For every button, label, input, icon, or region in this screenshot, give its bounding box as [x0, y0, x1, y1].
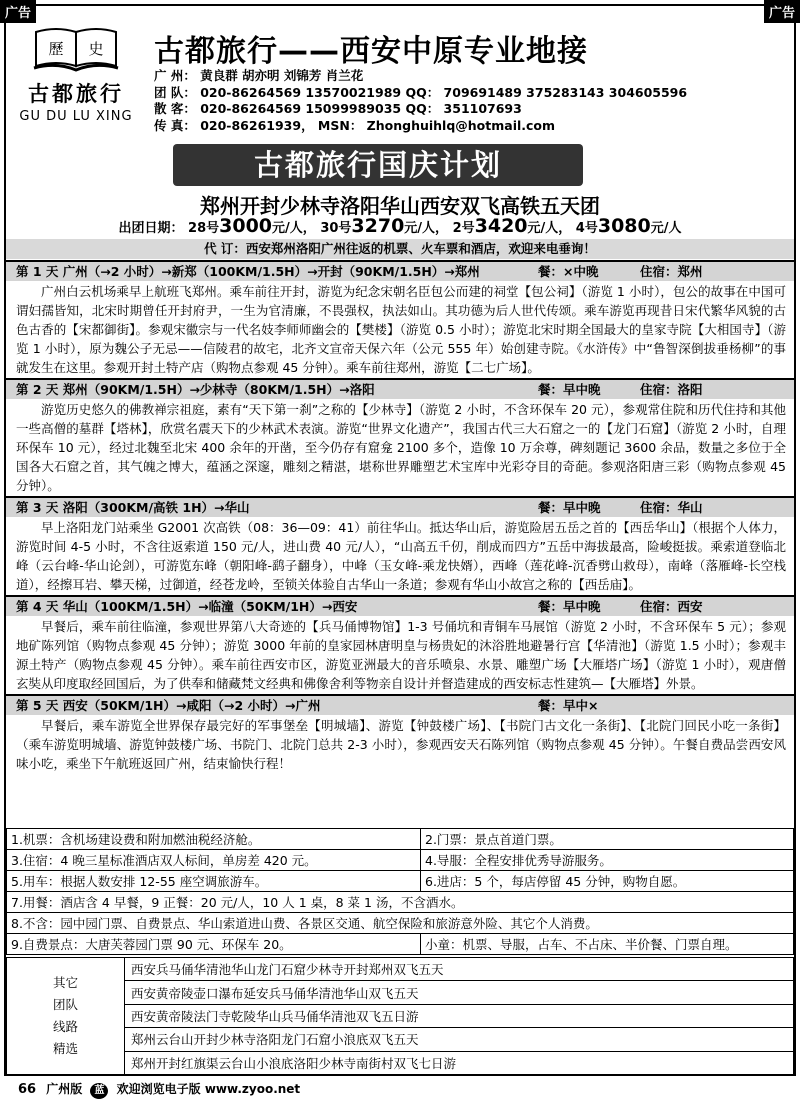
route-item: 西安黄帝陵法门寺乾陵华山兵马俑华清池双飞五日游 [125, 1004, 794, 1027]
day-description: 早上洛阳龙门站乘坐 G2001 次高铁（08：36—09：41）前往华山。抵达华山后，游览险居五岳之首的【西岳华山】（根据个人体力，游览时间 4-5 小时，不含往返索道 150 元/人，进山费 40 元/人），“山高五千仞，削成而四方”五岳中海拔最高，险峻挺拔。乘索道登临北峰（云台峰-华山论剑），可游览东峰（朝阳峰-鹞子翻身），中峰（玉女峰-乘龙快婿），西峰（莲花峰-沉香劈山救母），南峰（落雁峰-长空栈道），经擦耳岩、攀天梯，过御道，经苍龙岭，至锁关体验自古华山一条道；参观有华山小故宫之称的【西岳庙】。 [16, 520, 786, 592]
day-meals: 餐：早中晚 [538, 599, 601, 614]
table-row [7, 1004, 794, 1027]
day-1 [6, 260, 794, 378]
route-item: 西安兵马俑华清池华山龙门石窟少林寺开封郑州双飞五天 [125, 958, 794, 981]
booking-agent-bar: 代 订：西安郑州洛阳广州往返的机票、火车票和酒店，欢迎来电垂询！ [6, 239, 794, 259]
day-lodging: 住宿：西安 [640, 599, 703, 614]
table-row [7, 829, 794, 850]
info-cell: 7.用餐：酒店含 4 早餐，9 正餐：20 元/人，10 人 1 桌，8 菜 1 汤，不含酒水。 [7, 892, 794, 913]
day-header [6, 597, 794, 616]
day-route: 第 3 天 洛阳（300KM/高铁 1H）→华山 [16, 500, 250, 515]
info-cell: 3.住宿：4 晚三星标准酒店双人标间，单房差 420 元。 [7, 850, 421, 871]
day-meals: 餐：早中晚 [538, 500, 601, 515]
table-row [7, 871, 794, 892]
footer-website[interactable]: 欢迎浏览电子版 www.zyoo.net [116, 1082, 301, 1096]
dates-label: 出团日期： [118, 221, 184, 236]
departure-dates [0, 215, 800, 237]
route-item: 西安黄帝陵壶口瀑布延安兵马俑华清池华山双飞五天 [125, 981, 794, 1004]
contact-fax: 传 真： 020-86261939， MSN： Zhonghuihlq@hotmail.com [154, 117, 556, 133]
day-meals: 餐：早中× [538, 698, 599, 713]
day-5 [6, 694, 794, 774]
day-description: 游览历史悠久的佛教禅宗祖庭，素有“天下第一刹”之称的【少林寺】（游览 2 小时，不含环保车 20 元），参观常住院和历代住持和其他一些高僧的墓群【塔林】，欣赏名震天下的少林武术表演。游览“世界文化遗产”，我国古代三大石窟之一的【龙门石窟】（游览 2 小时，自理环保车 10 元），经过北魏至北宋 400 余年的开凿，至今仍存有窟龛 2100 多个，造像 10 万余尊，碑刻题记 3600 余品，数量之多位于全国各大石窟之首，其气魄之博大，蕴涵之深邃，雕刻之精湛，堪称世界雕塑艺术宝库中光彩夺目的奇葩。参观洛阳唐三彩（购物点参观 45 分钟）。 [16, 402, 786, 493]
day-meals: 餐：早中晚 [538, 382, 601, 397]
day-lodging: 住宿：华山 [640, 500, 703, 515]
day-route: 第 5 天 西安（50KM/1H）→咸阳（→2 小时）→广州 [16, 698, 321, 713]
header [6, 20, 794, 138]
day-lodging: 住宿：郑州 [640, 264, 703, 279]
info-cell: 2.门票：景点首道门票。 [421, 829, 794, 850]
ad-label-right: 广告 [764, 0, 800, 23]
day-header [6, 696, 794, 715]
table-row [7, 1051, 794, 1074]
book-icon [32, 26, 120, 72]
table-row [7, 934, 794, 955]
info-cell: 小童：机票、导服，占车、不占床、半价餐、门票自理。 [421, 934, 794, 955]
page-footer [18, 1080, 300, 1099]
service-info-table [6, 828, 794, 955]
table-row [7, 892, 794, 913]
day-description: 早餐后，乘车前往临潼，参观世界第八大奇迹的【兵马俑博物馆】1-3 号俑坑和青铜车马展馆（游览 2 小时，不含环保车 5 元）；参观地矿陈列馆（购物点参观 45 分钟）；游览 3000 年前的皇家园林唐明皇与杨贵妃的沐浴胜地避暑行宫【华清池】（游览 1.5 小时）；参观丰源土特产（购物点参观 45 分钟）。乘车前往西安市区，游览亚洲最大的音乐喷泉、水景、雕塑广场【大雁塔广场】（游览 1 小时），观唐僧玄奘从印度取经回国后，为了供奉和储藏梵文经典和佛像舍利等物亲自设计并督造建成的西安标志性建筑—【大雁塔】外景。 [16, 619, 786, 691]
day-meals: 餐：×中晚 [538, 264, 599, 279]
info-cell: 8.不含：园中园门票、自费景点、华山索道进山费、各景区交通、航空保险和旅游意外险、其它个人消费。 [7, 913, 794, 934]
day-description: 广州白云机场乘早上航班飞郑州。乘车前往开封，游览为纪念宋朝名臣包公而建的祠堂【包公祠】（游览 1 小时），包公的故事在中国可谓妇孺皆知，北宋时期曾任开封府尹，一生为官清廉，不畏强权，执法如山。其功德为后人世代传颂。乘车游览再现昔日宋代繁华风貌的古色古香的【宋都御街】。参观宋徽宗与一代名妓李师师幽会的【樊楼】（游览 0.5 小时）；游览北宋时期全国最大的皇家寺院【大相国寺】（游览 1 小时），原为魏公子无忌——信陵君的故宅，北齐文宣帝天保六年（公元 555 年）始创建寺院。《水浒传》中“鲁智深倒拔垂杨柳”的事就发生在这里。参观开封土特产店（购物点参观 45 分钟）。乘车前往郑州，游览【二七广场】。 [16, 284, 786, 375]
route-item: 郑州开封红旗渠云台山小浪底洛阳少林寺南街村双飞七日游 [125, 1051, 794, 1074]
date-item: 30号3270元/人， [320, 215, 449, 237]
itinerary [6, 260, 794, 774]
day-route: 第 4 天 华山（100KM/1.5H）→临潼（50KM/1H）→西安 [16, 599, 358, 614]
day-header [6, 262, 794, 281]
plan-banner: 古都旅行国庆计划 [173, 144, 583, 186]
logo-name-cn: 古都旅行 [28, 82, 124, 106]
table-row [7, 958, 794, 981]
contact-individual: 散 客： 020-86264569 15099989035 QQ： 351107693 [154, 101, 522, 116]
table-row [7, 1028, 794, 1051]
logo-book-char-2: 史 [88, 40, 104, 58]
edition-badge-icon: 蓝 [90, 1083, 108, 1099]
logo-name-en: GU DU LU XING [19, 109, 133, 124]
day-lodging: 住宿：洛阳 [640, 382, 703, 397]
logo [10, 26, 142, 130]
tour-subtitle: 郑州开封少林寺洛阳华山西安双飞高铁五天团 [200, 194, 600, 218]
info-cell: 6.进店：5 个，每店停留 45 分钟，购物自愿。 [421, 871, 794, 892]
table-row [7, 913, 794, 934]
day-description: 早餐后，乘车游览全世界保存最完好的军事堡垒【明城墙】、游览【钟鼓楼广场】、【书院门古文化一条街】、【北院门回民小吃一条街】（乘车游览明城墙、游览钟鼓楼广场、书院门、北院门总共 2-3 小时），参观西安天石陈列馆（购物点参观 45 分钟）。午餐自费品尝西安风味小吃，乘坐下午航班返回广州，结束愉快行程！ [16, 718, 786, 771]
header-title: 古都旅行——西安中原专业地接 [154, 34, 588, 69]
date-item: 2号3420元/人， [452, 215, 572, 237]
day-3 [6, 496, 794, 595]
info-cell: 4.导服：全程安排优秀导游服务。 [421, 850, 794, 871]
date-item: 4号3080元/人 [575, 215, 682, 237]
day-header [6, 498, 794, 517]
route-item: 郑州云台山开封少林寺洛阳龙门石窟小浪底双飞五天 [125, 1028, 794, 1051]
day-4 [6, 595, 794, 694]
info-cell: 9.自费景点：大唐芙蓉园门票 90 元、环保车 20。 [7, 934, 421, 955]
logo-book-char-1: 歷 [48, 40, 64, 58]
page-number: 66 [18, 1082, 37, 1097]
day-route: 第 1 天 广州（→2 小时）→新郑（100KM/1.5H）→开封（90KM/1.5H）→郑州 [16, 264, 480, 279]
date-item: 28号3000元/人， [188, 215, 316, 237]
contact-block [154, 68, 687, 134]
other-routes-table [6, 957, 794, 1075]
table-row [7, 981, 794, 1004]
info-cell: 1.机票：含机场建设费和附加燃油税经济舱。 [7, 829, 421, 850]
day-2 [6, 378, 794, 496]
day-route: 第 2 天 郑州（90KM/1.5H）→少林寺（80KM/1.5H）→洛阳 [16, 382, 375, 397]
other-routes-label: 其它 团队 线路 精选 [7, 958, 125, 1075]
info-cell: 5.用车：根据人数安排 12-55 座空调旅游车。 [7, 871, 421, 892]
contact-guangzhou: 广 州： 黄良群 胡亦明 刘锦芳 肖兰花 [154, 68, 364, 83]
edition-label: 广州版 [46, 1082, 83, 1096]
table-row [7, 850, 794, 871]
contact-group: 团 队： 020-86264569 13570021989 QQ： 709691489 375283143 304605596 [154, 84, 688, 100]
day-header [6, 380, 794, 399]
ad-label-left: 广告 [0, 0, 36, 23]
